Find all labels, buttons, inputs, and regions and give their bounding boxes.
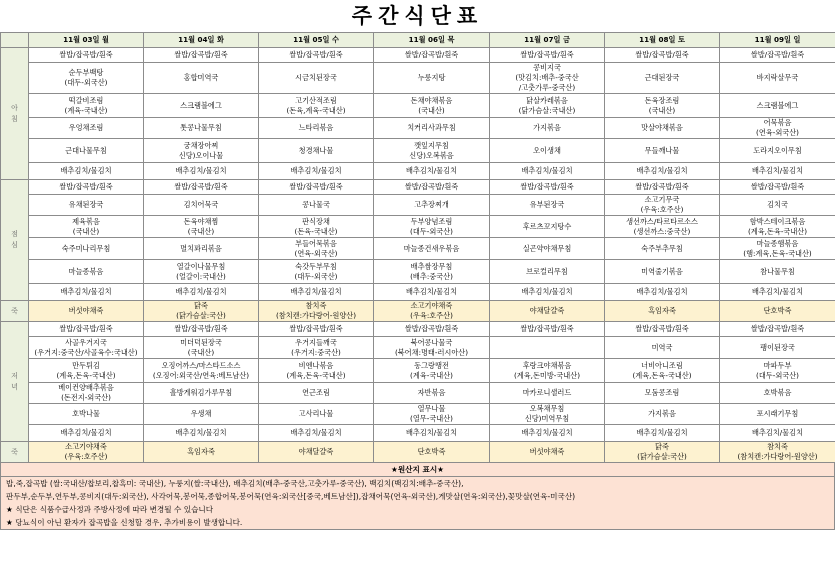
dish-cell: 열갈이나물무침 (얼갈이:국내산) xyxy=(144,260,259,284)
dish-cell: 쌀밥/잡곡밥/흰죽 xyxy=(259,322,374,337)
dish-cell: 실곤약야채무침 xyxy=(490,238,605,260)
dish-cell: 배추김치/물김치 xyxy=(490,425,605,442)
dish-cell: 맛살야채볶음 xyxy=(605,118,720,139)
dish-cell: 쌀밥/잡곡밥/흰죽 xyxy=(29,322,144,337)
day-header: 11월 03일 월 xyxy=(29,33,144,48)
dish-cell: 닭죽 (닭가슴살:국산) xyxy=(144,301,259,322)
dish-cell: 궁채장아찌 신당)오이나물 xyxy=(144,139,259,163)
meal-row xyxy=(1,359,835,383)
dish-cell: 스크램블에그 xyxy=(720,94,835,118)
dish-cell: 가지볶음 xyxy=(605,404,720,425)
dish-cell: 야채달걀죽 xyxy=(490,301,605,322)
dish-cell: 쌀밥/잡곡밥/흰죽 xyxy=(259,48,374,63)
dish-cell: 배추김치/물김치 xyxy=(374,163,490,180)
dish-cell: 마늘종볶음 xyxy=(29,260,144,284)
dish-cell: 숙갓두부무침 (대두-외국산) xyxy=(259,260,374,284)
dish-cell: 참치죽 (참치캔:가다랑어-원양산) xyxy=(720,442,835,463)
dish-cell: 배추김치/물김치 xyxy=(259,284,374,301)
gruel-row xyxy=(1,442,835,463)
dish-cell: 마늘종건새우볶음 xyxy=(374,238,490,260)
dish-cell: 오징어까스/마스타드소스 (오징어:외국산/연육:베트남산) xyxy=(144,359,259,383)
dish-cell: 두부양념조림 (대두-외국산) xyxy=(374,216,490,238)
meal-row xyxy=(1,48,835,63)
dish-cell: 쌀밥/잡곡밥/흰죽 xyxy=(720,48,835,63)
dish-cell: 콩비지국 (맛김치:배추-중국산 /고춧가루-중국산) xyxy=(490,63,605,94)
dish-cell: 고추장찌개 xyxy=(374,195,490,216)
dish-cell: 단호박죽 xyxy=(374,442,490,463)
dish-cell: 사골우거지국 (우거지:중국산/사골육수:국내산) xyxy=(29,337,144,359)
dish-cell: 유부된장국 xyxy=(490,195,605,216)
dish-cell: 쌀밥/잡곡밥/흰죽 xyxy=(605,48,720,63)
meal-row xyxy=(1,425,835,442)
dish-cell: 배추김치/물김치 xyxy=(259,163,374,180)
dish-cell: 열무나물 (열무-국내산) xyxy=(374,404,490,425)
dish-cell: 근대나물무침 xyxy=(29,139,144,163)
dish-cell: 쌀밥/잡곡밥/흰죽 xyxy=(490,322,605,337)
meal-row xyxy=(1,322,835,337)
dish-cell: 버섯야채죽 xyxy=(29,301,144,322)
corner-cell xyxy=(1,33,29,48)
meal-row xyxy=(1,337,835,359)
dish-cell: 생선까스/타르타르소스 (생선까스:중국산) xyxy=(605,216,720,238)
day-header: 11월 06일 목 xyxy=(374,33,490,48)
meal-label: 죽 xyxy=(1,301,29,322)
dish-cell: 홍합미역국 xyxy=(144,63,259,94)
dish-cell: 쌀밥/잡곡밥/흰죽 xyxy=(29,180,144,195)
dish-cell: 연근조림 xyxy=(259,383,374,404)
day-header: 11월 08일 토 xyxy=(605,33,720,48)
dish-cell: 쌀밥/잡곡밥/흰죽 xyxy=(374,180,490,195)
dish-cell: 오이생채 xyxy=(490,139,605,163)
dish-cell: 배추쌈장무침 (배추:중국산) xyxy=(374,260,490,284)
dish-cell: 배추김치/물김치 xyxy=(720,284,835,301)
dish-cell: 후랑크야채볶음 (계육,돈미방-국내산) xyxy=(490,359,605,383)
dish-cell: 부들어묵볶음 (연육-외국산) xyxy=(259,238,374,260)
dish-cell: 배추김치/물김치 xyxy=(605,425,720,442)
dish-cell: 마카로니샐러드 xyxy=(490,383,605,404)
dish-cell: 배추김치/물김치 xyxy=(259,425,374,442)
dish-cell: 미역국 xyxy=(605,337,720,359)
dish-cell: 톳콩나물무침 xyxy=(144,118,259,139)
dish-cell: 돈채야채볶음 (국내산) xyxy=(374,94,490,118)
dish-cell xyxy=(490,337,605,359)
day-header: 11월 07일 금 xyxy=(490,33,605,48)
dish-cell: 쌀밥/잡곡밥/흰죽 xyxy=(374,48,490,63)
dish-cell: 동그랑땡전 (계육-국내산) xyxy=(374,359,490,383)
dish-cell: 배추김치/물김치 xyxy=(605,163,720,180)
dish-cell: 깻잎지무침 신당)오복볶음 xyxy=(374,139,490,163)
dish-cell: 쌀밥/잡곡밥/흰죽 xyxy=(259,180,374,195)
dish-cell: 흘방게워김가루무침 xyxy=(144,383,259,404)
meal-label: 죽 xyxy=(1,442,29,463)
dish-cell: 쌀밥/잡곡밥/흰죽 xyxy=(720,180,835,195)
meal-row xyxy=(1,284,835,301)
dish-cell: 참나물무침 xyxy=(720,260,835,284)
notice-line: ★ 당뇨식이 아닌 환자가 잡곡밥을 신청할 경우, 추가비용이 발생합니다. xyxy=(6,518,243,527)
dish-cell: 콩나물국 xyxy=(259,195,374,216)
meal-row xyxy=(1,383,835,404)
dish-cell: 배추김치/물김치 xyxy=(720,163,835,180)
dish-cell: 바지락살무국 xyxy=(720,63,835,94)
dish-cell: 미역줄기볶음 xyxy=(605,260,720,284)
origin-line: 밥,죽,잡곡밥 (쌀:국내산/찹보리,찹흑미: 국내산), 누룽지(쌀:국내산), 배추김치(배추-중국산,고춧가루-중국산), 백김치(백김치:배추-중국산), xyxy=(6,479,464,488)
dish-cell: 시금치된장국 xyxy=(259,63,374,94)
dish-cell: 마파두부 (대두-외국산) xyxy=(720,359,835,383)
meal-row xyxy=(1,216,835,238)
dish-cell: 스크램블에그 xyxy=(144,94,259,118)
origin-header: ★원산지 표시★ xyxy=(1,463,834,477)
dish-cell: 호박나물 xyxy=(29,404,144,425)
dish-cell: 무들깨나물 xyxy=(605,139,720,163)
meal-label: 저 녁 xyxy=(1,322,29,442)
day-header: 11월 04일 화 xyxy=(144,33,259,48)
dish-cell: 배추김치/물김치 xyxy=(490,163,605,180)
dish-cell: 쌀밥/잡곡밥/흰죽 xyxy=(29,48,144,63)
dish-cell: 만두튀김 (계육,돈육-국내산) xyxy=(29,359,144,383)
dish-cell: 치커리사과무침 xyxy=(374,118,490,139)
dish-cell: 멸치꽈리볶음 xyxy=(144,238,259,260)
dish-cell: 느타리볶음 xyxy=(259,118,374,139)
dish-cell: 떡갈비조림 (계육-국내산) xyxy=(29,94,144,118)
dish-cell: 쌀밥/잡곡밥/흰죽 xyxy=(720,322,835,337)
meal-row xyxy=(1,260,835,284)
dish-cell: 포시래기무침 xyxy=(720,404,835,425)
dish-cell: 도라지오이무침 xyxy=(720,139,835,163)
meal-row xyxy=(1,94,835,118)
dish-cell: 배추김치/물김치 xyxy=(605,284,720,301)
meal-row xyxy=(1,163,835,180)
dish-cell: 흑임자죽 xyxy=(144,442,259,463)
meal-row xyxy=(1,63,835,94)
dish-cell: 닭죽 (닭가슴살:국산) xyxy=(605,442,720,463)
origin-notice xyxy=(0,463,835,530)
dish-cell: 숙주미나리무침 xyxy=(29,238,144,260)
dish-cell: 배추김치/물김치 xyxy=(490,284,605,301)
dish-cell: 브로컬리무침 xyxy=(490,260,605,284)
dish-cell: 참치죽 (참치캔:가다랑어-원양산) xyxy=(259,301,374,322)
dish-cell: 버섯야채죽 xyxy=(490,442,605,463)
dish-cell: 쌀밥/잡곡밥/흰죽 xyxy=(144,180,259,195)
dish-cell: 모둠콩조림 xyxy=(605,383,720,404)
meal-row xyxy=(1,118,835,139)
dish-cell: 우거지들깨국 (우거지:중국산) xyxy=(259,337,374,359)
dish-cell: 우생채 xyxy=(144,404,259,425)
dish-cell: 배추김치/물김치 xyxy=(144,284,259,301)
dish-cell: 쌀밥/잡곡밥/흰죽 xyxy=(490,180,605,195)
dish-cell: 비엔나볶음 (계육,돈육-국내산) xyxy=(259,359,374,383)
dish-cell: 미더덕된장국 (국내산) xyxy=(144,337,259,359)
dish-cell: 돈육야채찜 (국내산) xyxy=(144,216,259,238)
meal-label: 점 심 xyxy=(1,180,29,301)
dish-cell: 너비아니조림 (계육,돈육-국내산) xyxy=(605,359,720,383)
dish-cell: 베이컨양배추볶음 (돈전지-외국산) xyxy=(29,383,144,404)
dish-cell: 판식장채 (돈육-국내산) xyxy=(259,216,374,238)
dish-cell: 근대된장국 xyxy=(605,63,720,94)
meal-label: 아 침 xyxy=(1,48,29,180)
dish-cell: 단호박죽 xyxy=(720,301,835,322)
menu-body xyxy=(1,48,835,463)
dish-cell: 야채달걀죽 xyxy=(259,442,374,463)
meal-row xyxy=(1,195,835,216)
dish-cell: 함박스테이크볶음 (계육,돈육-국내산) xyxy=(720,216,835,238)
dish-cell: 북어콩나물국 (북어채:명태-러시아산) xyxy=(374,337,490,359)
dish-cell: 돈육장조림 (국내산) xyxy=(605,94,720,118)
dish-cell: 호박볶음 xyxy=(720,383,835,404)
dish-cell: 김치국 xyxy=(720,195,835,216)
dish-cell: 숙주부추무침 xyxy=(605,238,720,260)
dish-cell: 순두부백탕 (대두-외국산) xyxy=(29,63,144,94)
dish-cell: 배추김치/물김치 xyxy=(144,163,259,180)
dish-cell: 쌀밥/잡곡밥/흰죽 xyxy=(605,180,720,195)
dish-cell: 배추김치/물김치 xyxy=(29,163,144,180)
weekly-menu-table xyxy=(0,32,835,463)
dish-cell: 쌀밥/잡곡밥/흰죽 xyxy=(374,322,490,337)
dish-cell: 가지볶음 xyxy=(490,118,605,139)
dish-cell: 배추김치/물김치 xyxy=(29,425,144,442)
dish-cell: 유채된장국 xyxy=(29,195,144,216)
dish-cell: 오복채무침 신당)미역무침 xyxy=(490,404,605,425)
meal-row xyxy=(1,238,835,260)
day-header: 11월 05일 수 xyxy=(259,33,374,48)
gruel-row xyxy=(1,301,835,322)
dish-cell: 쌀밥/잡곡밥/흰죽 xyxy=(490,48,605,63)
dish-cell: 배추김치/물김치 xyxy=(720,425,835,442)
dish-cell: 쌀밥/잡곡밥/흰죽 xyxy=(144,48,259,63)
dish-cell: 청경채나물 xyxy=(259,139,374,163)
dish-cell: 배추김치/물김치 xyxy=(144,425,259,442)
dish-cell: 후르츠꼬지탕수 xyxy=(490,216,605,238)
day-header-row xyxy=(1,33,835,48)
meal-row xyxy=(1,180,835,195)
dish-cell: 마늘종햄볶음 (햄:계육,돈육-국내산) xyxy=(720,238,835,260)
day-header: 11월 09일 일 xyxy=(720,33,835,48)
meal-row xyxy=(1,139,835,163)
notice-line: ★ 식단은 식품수급사정과 주방사정에 따라 변경될 수 있습니다 xyxy=(6,505,214,514)
dish-cell: 쌀밥/잡곡밥/흰죽 xyxy=(605,322,720,337)
dish-cell: 배추김치/물김치 xyxy=(374,425,490,442)
dish-cell: 소고기야채죽 (우육:호주산) xyxy=(374,301,490,322)
dish-cell: 배추김치/물김치 xyxy=(374,284,490,301)
dish-cell: 자반볶음 xyxy=(374,383,490,404)
dish-cell: 닭살카레볶음 (닭가슴살:국내산) xyxy=(490,94,605,118)
meal-row xyxy=(1,404,835,425)
dish-cell: 배추김치/물김치 xyxy=(29,284,144,301)
dish-cell: 김치어묵국 xyxy=(144,195,259,216)
page-title: 주간식단표 xyxy=(351,4,484,28)
origin-line: 판두부,순두부,연두부,콩비지(대두:외국산), 사각어묵,봉어묵,종합어묵,봉어묵(연육:외국산[중국,베트남산]),잡채어묵(연육-외국산),게맛살(연육:외국산),꽃맛살(연육-미국산) xyxy=(6,492,576,501)
dish-cell: 우엉채조림 xyxy=(29,118,144,139)
dish-cell: 쌀밥/잡곡밥/흰죽 xyxy=(144,322,259,337)
dish-cell: 소고기무국 (우육:호주산) xyxy=(605,195,720,216)
dish-cell: 고사리나물 xyxy=(259,404,374,425)
dish-cell: 소고기야채죽 (우육:호주산) xyxy=(29,442,144,463)
dish-cell: 흑임자죽 xyxy=(605,301,720,322)
dish-cell: 누룽지탕 xyxy=(374,63,490,94)
dish-cell: 팽이된장국 xyxy=(720,337,835,359)
dish-cell: 어묵볶음 (연육-외국산) xyxy=(720,118,835,139)
dish-cell: 제육볶음 (국내산) xyxy=(29,216,144,238)
dish-cell: 고기산적조림 (돈육,계육-국내산) xyxy=(259,94,374,118)
